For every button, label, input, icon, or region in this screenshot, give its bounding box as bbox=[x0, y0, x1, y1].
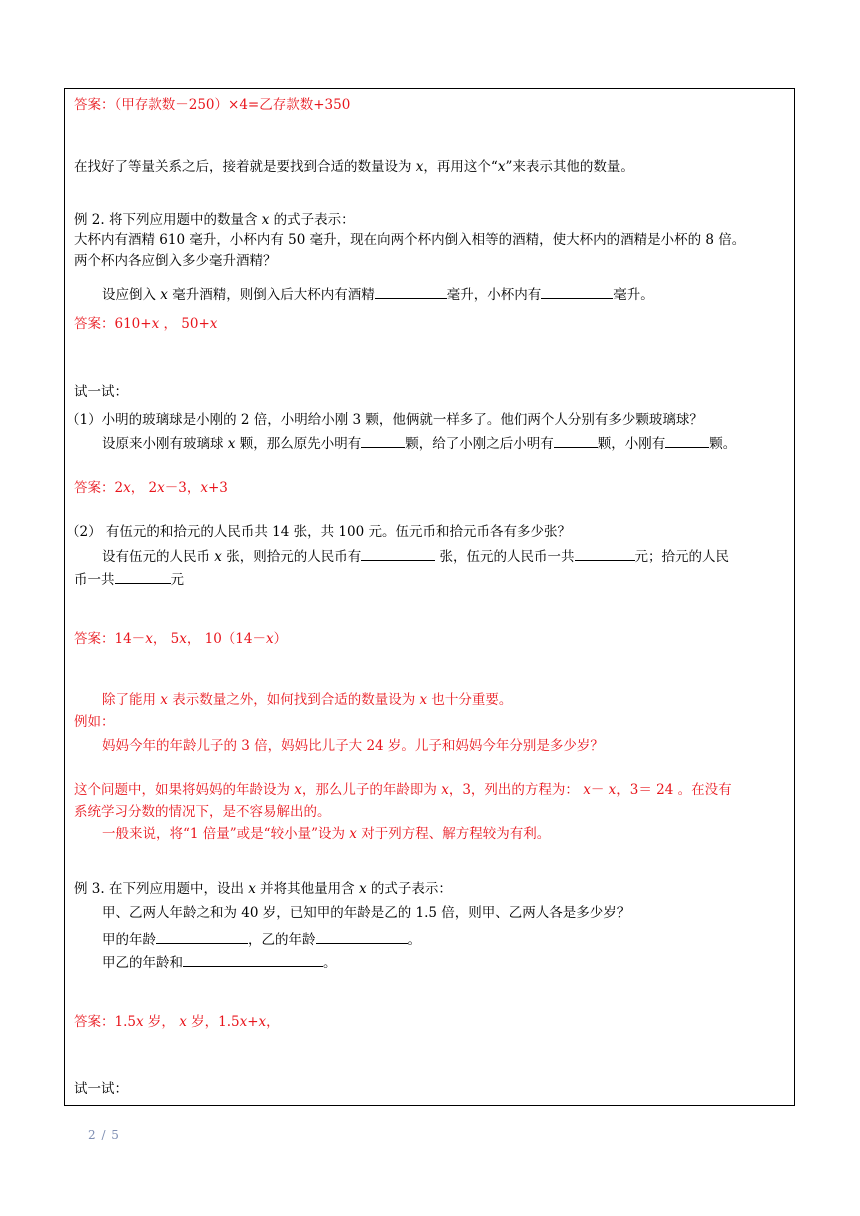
example-2-problem-line-2: 两个杯内各应倒入多少毫升酒精？ bbox=[74, 253, 277, 269]
blank[interactable] bbox=[156, 929, 248, 944]
note-line-6: 一般来说，将“1 倍量”或是“较小量”设为 x 对于列方程、解方程较为有利。 bbox=[102, 826, 551, 842]
try-1-setup-2: 设有伍元的人民币 x 张，则拾元的人民币有 张，伍元的人民币一共 元；拾元的人民 bbox=[102, 546, 729, 566]
note-line-5: 系统学习分数的情况下，是不容易解出的。 bbox=[74, 804, 331, 820]
try-1-question-2: （2） 有伍元的和拾元的人民币共 14 张，共 100 元。伍元币和拾元币各有多少张？ bbox=[66, 524, 571, 540]
example-2-problem-line-1: 大杯内有酒精 610 毫升，小杯内有 50 毫升，现在向两个杯内倒入相等的酒精，使大杯内的酒精是小杯的 8 倍。 bbox=[74, 232, 746, 248]
try-1-answer-1: 答案：2x， 2x－3，x+3 bbox=[74, 480, 228, 496]
example-2-question: 设应倒入 x 毫升酒精，则倒入后大杯内有酒精 毫升，小杯内有 毫升。 bbox=[102, 284, 654, 304]
note-line-1: 除了能用 x 表示数量之外，如何找到合适的数量设为 x 也十分重要。 bbox=[102, 692, 513, 708]
blank[interactable] bbox=[361, 546, 435, 561]
try-1-question-1: （1）小明的玻璃球是小刚的 2 倍，小明给小刚 3 颗，他俩就一样多了。他们两个人分别有多少颗玻璃球？ bbox=[66, 412, 703, 428]
try-1-setup-2-cont: 币一共 元 bbox=[74, 569, 184, 589]
example-3-answer: 答案：1.5x 岁， x 岁，1.5x+x， bbox=[74, 1014, 280, 1030]
try-1-label: 试一试： bbox=[74, 384, 128, 400]
blank[interactable] bbox=[554, 433, 598, 448]
blank[interactable] bbox=[316, 929, 408, 944]
blank[interactable] bbox=[115, 569, 171, 584]
try-1-setup-1: 设原来小刚有玻璃球 x 颗，那么原先小明有 颗，给了小刚之后小明有 颗，小刚有 颗。 bbox=[102, 433, 736, 453]
example-3-fields-2: 甲乙的年龄和 。 bbox=[102, 952, 337, 972]
blank[interactable] bbox=[665, 433, 709, 448]
blank[interactable] bbox=[183, 952, 323, 967]
blank[interactable] bbox=[541, 284, 613, 299]
intro-text: 在找好了等量关系之后，接着就是要找到合适的数量设为 x，再用这个“x”来表示其他的数量。 bbox=[74, 159, 634, 175]
example-3-fields-1: 甲的年龄 ，乙的年龄 。 bbox=[102, 929, 421, 949]
try-1-answer-2: 答案：14－x， 5x， 10（14－x） bbox=[74, 631, 288, 647]
answer-1: 答案：（甲存款数－250）×4=乙存款数+350 bbox=[74, 97, 351, 113]
note-line-4: 这个问题中，如果将妈妈的年龄设为 x，那么儿子的年龄即为 x，3，列出的方程为： x－ x，3＝ 24 。在没有 bbox=[74, 782, 732, 798]
example-2-answer: 答案：610+x ， 50+x bbox=[74, 316, 218, 332]
page-number: 2 / 5 bbox=[88, 1128, 120, 1142]
note-line-2: 例如： bbox=[74, 714, 115, 730]
blank[interactable] bbox=[375, 284, 447, 299]
note-line-3: 妈妈今年的年龄儿子的 3 倍，妈妈比儿子大 24 岁。儿子和妈妈今年分别是多少岁？ bbox=[102, 738, 604, 754]
example-2-title: 例 2. 将下列应用题中的数量含 x 的式子表示： bbox=[74, 212, 355, 228]
blank[interactable] bbox=[575, 546, 635, 561]
example-3-title: 例 3. 在下列应用题中，设出 x 并将其他量用含 x 的式子表示： bbox=[74, 881, 452, 897]
example-3-problem: 甲、乙两人年龄之和为 40 岁，已知甲的年龄是乙的 1.5 倍，则甲、乙两人各是多少岁？ bbox=[102, 905, 631, 921]
blank[interactable] bbox=[361, 433, 405, 448]
try-2-label: 试一试： bbox=[74, 1081, 128, 1097]
